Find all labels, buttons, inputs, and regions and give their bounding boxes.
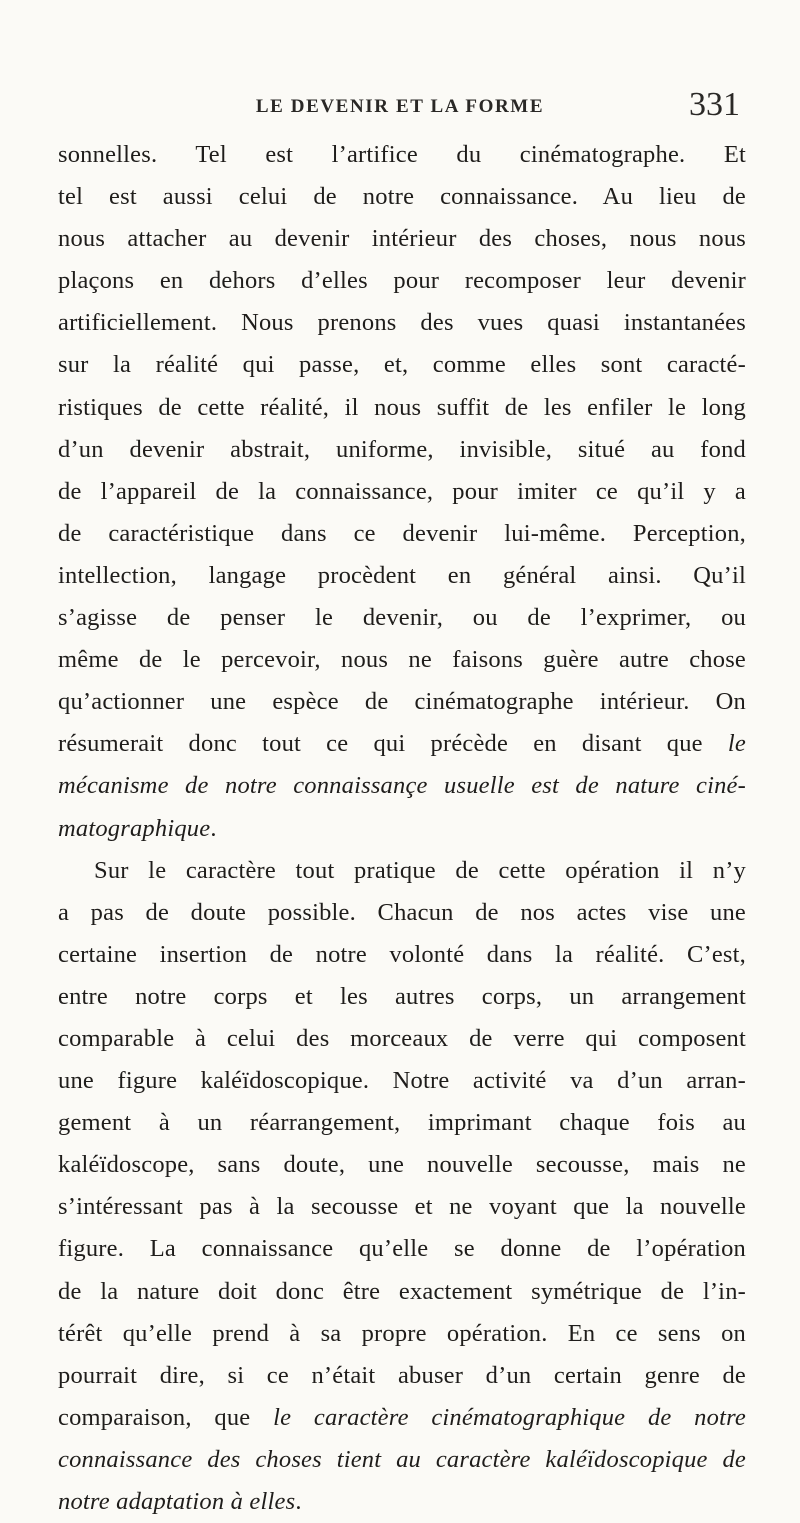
- text-line: [58, 681, 746, 723]
- text-run: a pas de doute possible. Chacun de nos actes vise une: [58, 898, 746, 926]
- text-line: [58, 639, 746, 681]
- text-run: de la nature doit donc être exactement symétrique de l’in-: [58, 1277, 746, 1305]
- text-line: [58, 1144, 746, 1186]
- text-run: artificiellement. Nous prenons des vues quasi instantanées: [58, 309, 746, 337]
- text-run: Sur le caractère tout pratique de cette opération il n’y: [94, 856, 746, 884]
- text-run: d’un devenir abstrait, uniforme, invisible, situé au fond: [58, 435, 746, 463]
- italic-run: mécanisme de notre connaissançe usuelle est de nature ciné-: [58, 772, 746, 800]
- text-run: plaçons en dehors d’elles pour recomposer leur devenir: [58, 267, 746, 295]
- text-line: [58, 260, 746, 302]
- text-line: [58, 134, 746, 176]
- text-run: ristiques de cette réalité, il nous suffit de les enfiler le long: [58, 393, 746, 421]
- text-run: de caractéristique dans ce devenir lui-même. Perception,: [58, 519, 746, 547]
- text-run: de l’appareil de la connaissance, pour imiter ce qu’il y a: [58, 477, 746, 505]
- text-run: pourrait dire, si ce n’était abuser d’un certain genre de: [58, 1361, 746, 1389]
- italic-run: matographique: [58, 814, 211, 842]
- text-run: figure. La connaissance qu’elle se donne de l’opération: [58, 1235, 746, 1263]
- text-line: [58, 765, 746, 807]
- text-run: résumerait donc tout ce qui précède en disant que: [58, 730, 728, 758]
- text-line: [58, 429, 746, 471]
- text-run: .: [295, 1488, 302, 1515]
- text-line: [58, 555, 746, 597]
- text-line: [58, 1481, 746, 1523]
- text-run: comparaison, que: [58, 1403, 274, 1431]
- text-run: sonnelles. Tel est l’artifice du cinématographe. Et: [58, 141, 746, 168]
- text-line: [58, 1355, 746, 1397]
- text-line: [58, 892, 746, 934]
- text-line: [58, 1439, 746, 1481]
- text-line: [58, 1313, 746, 1355]
- text-line: [58, 218, 746, 260]
- text-line: [58, 302, 746, 344]
- text-line: [58, 934, 746, 976]
- italic-run: le caractère cinématographique de notre: [273, 1403, 746, 1431]
- text-line: [58, 597, 746, 639]
- text-run: intellection, langage procèdent en général ainsi. Qu’il: [58, 561, 746, 589]
- text-run: une figure kaléïdoscopique. Notre activité va d’un arran-: [58, 1067, 746, 1095]
- text-run: kaléïdoscope, sans doute, une nouvelle secousse, mais ne: [58, 1151, 746, 1179]
- body-text: [58, 134, 746, 1523]
- text-line: [58, 344, 746, 386]
- text-run: comparable à celui des morceaux de verre qui composent: [58, 1024, 746, 1052]
- text-line: [58, 1102, 746, 1144]
- text-line: [58, 723, 746, 765]
- text-line: [58, 976, 746, 1018]
- running-head: [60, 86, 740, 126]
- running-title: LE DEVENIR ET LA FORME: [255, 96, 545, 117]
- text-run: certaine insertion de notre volonté dans la réalité. C’est,: [58, 940, 746, 968]
- text-run: tel est aussi celui de notre connaissance. Au lieu de: [58, 183, 746, 211]
- text-line: [58, 1060, 746, 1102]
- text-line: [58, 1397, 746, 1439]
- text-line: [58, 850, 746, 892]
- italic-run: le: [727, 730, 746, 758]
- text-run: térêt qu’elle prend à sa propre opération. En ce sens on: [58, 1319, 746, 1347]
- text-run: s’intéressant pas à la secousse et ne voyant que la nouvelle: [58, 1193, 746, 1221]
- text-run: gement à un réarrangement, imprimant chaque fois au: [58, 1109, 746, 1137]
- text-line: [58, 808, 746, 850]
- italic-run: connaissance des choses tient au caractère kaléïdoscopique de: [58, 1445, 746, 1473]
- text-run: qu’actionner une espèce de cinématographe intérieur. On: [58, 688, 746, 716]
- text-line: [58, 1018, 746, 1060]
- text-run: nous attacher au devenir intérieur des choses, nous nous: [58, 225, 746, 253]
- text-line: [58, 1186, 746, 1228]
- text-line: [58, 1271, 746, 1313]
- text-line: [58, 1228, 746, 1270]
- text-run: .: [210, 814, 217, 842]
- text-run: sur la réalité qui passe, et, comme elles sont caracté-: [58, 351, 746, 379]
- text-run: même de le percevoir, nous ne faisons guère autre chose: [58, 646, 746, 674]
- page-number: 331: [689, 86, 740, 123]
- text-line: [58, 471, 746, 513]
- text-line: [58, 513, 746, 555]
- italic-run: notre adaptation à elles: [58, 1488, 296, 1515]
- text-line: [58, 176, 746, 218]
- text-line: [58, 387, 746, 429]
- text-run: s’agisse de penser le devenir, ou de l’exprimer, ou: [58, 604, 746, 632]
- text-run: entre notre corps et les autres corps, un arrangement: [58, 982, 746, 1010]
